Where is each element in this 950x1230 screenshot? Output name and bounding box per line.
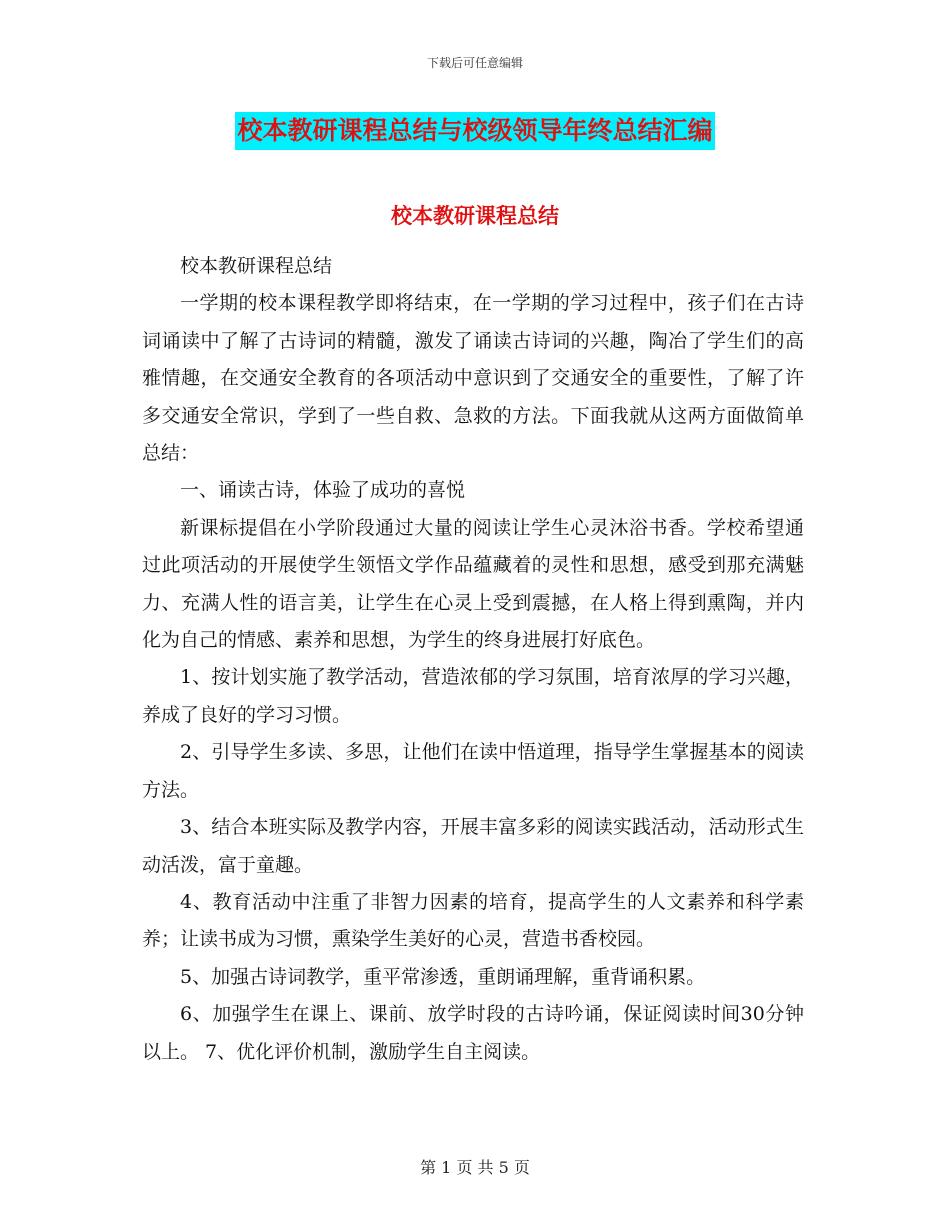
paragraph: 新课标提倡在小学阶段通过大量的阅读让学生心灵沐浴书香。学校希望通过此项活动的开展使学生领悟文学作品蕴藏着的灵性和思想，感受到那充满魅力、充满人性的语言美，让学生在心灵上受到震撼，在人格上得到熏陶，并内化为自己的情感、素养和思想，为学生的终身进展打好底色。 (142, 516, 804, 652)
section-title: 校本教研课程总结 (391, 204, 559, 228)
paragraph: 4、教育活动中注重了非智力因素的培育，提高学生的人文素养和科学素养；让读书成为习惯，熏染学生美好的心灵，营造书香校园。 (142, 890, 804, 951)
paragraph: 5、加强古诗词教学，重平常渗透，重朗诵理解，重背诵积累。 (180, 965, 706, 988)
paragraph: 校本教研课程总结 (180, 255, 333, 277)
paragraph: 3、结合本班实际及教学内容，开展丰富多彩的阅读实践活动，活动形式生动活泼，富于童趣。 (142, 816, 804, 876)
paragraph: 1、按计划实施了教学活动，营造浓郁的学习氛围，培育浓厚的学习兴趣，养成了良好的学习习惯。 (142, 666, 804, 726)
main-title-container (0, 112, 950, 150)
page-footer: 第 1 页 共 5 页 (420, 1158, 530, 1177)
document-body (142, 248, 804, 1071)
paragraph: 2、引导学生多读、多思，让他们在读中悟道理，指导学生掌握基本的阅读方法。 (142, 741, 804, 801)
paragraph: 一、诵读古诗，体验了成功的喜悦 (180, 479, 466, 502)
page-header: 下载后可任意编辑 (426, 56, 523, 70)
paragraph: 6、加强学生在课上、课前、放学时段的古诗吟诵，保证阅读时间30分钟以上。 7、优化评价机制，激励学生自主阅读。 (142, 1003, 804, 1063)
paragraph: 一学期的校本课程教学即将结束，在一学期的学习过程中，孩子们在古诗词诵读中了解了古诗词的精髓，激发了诵读古诗词的兴趣，陶冶了学生们的高雅情趣，在交通安全教育的各项活动中意识到了交通安全的重要性，了解了许多交通安全常识，学到了一些自救、急救的方法。下面我就从这两方面做简单总结： (142, 292, 804, 465)
document-title: 校本教研课程总结与校级领导年终总结汇编 (235, 112, 714, 150)
